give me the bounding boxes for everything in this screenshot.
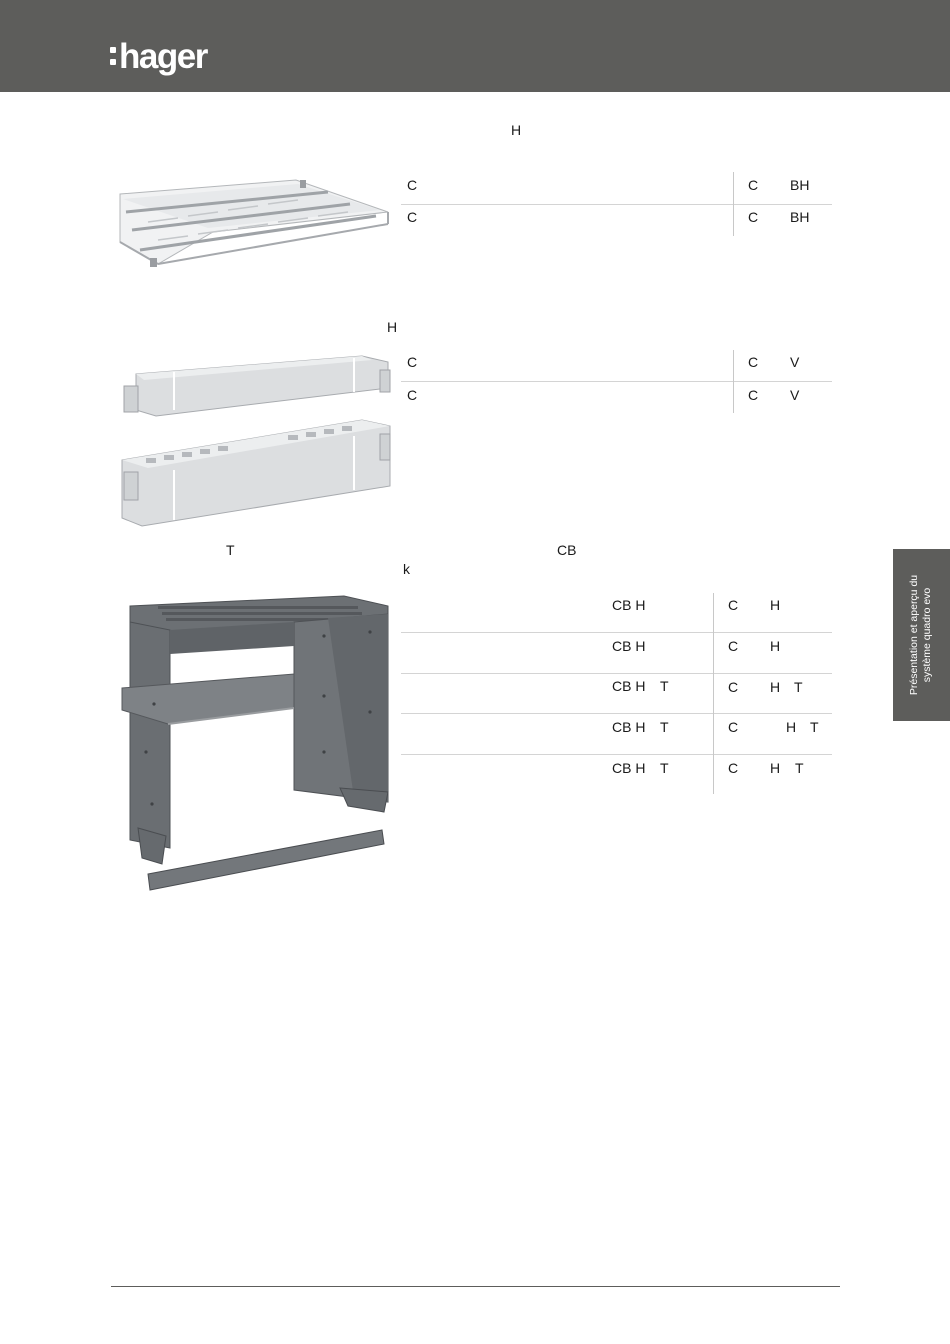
section-2-row-2-col1: C <box>407 387 418 403</box>
section-3-title-part-2: CB <box>557 542 577 558</box>
section-2-row-divider <box>401 381 832 382</box>
logo-dots-icon <box>110 41 116 71</box>
section-3-row-4-col2b: H <box>786 719 797 735</box>
section-1-title: H <box>511 122 522 138</box>
brand-name: hager <box>119 36 207 76</box>
section-3-row-3-col2a: C <box>728 679 739 695</box>
section-3-row-5-col1b: T <box>660 760 669 776</box>
section-3-title-part-1: T <box>226 542 235 558</box>
section-3-row-4-col1a: CB H <box>612 719 646 735</box>
section-1-row-1-col2b: BH <box>790 177 810 193</box>
section-3-row-5-col2c: T <box>795 760 804 776</box>
section-1-row-1-col1: C <box>407 177 418 193</box>
page-header <box>0 0 950 92</box>
section-3-row-divider-4 <box>401 754 832 755</box>
section-3-row-1-col2b: H <box>770 597 781 613</box>
brand-logo <box>110 36 207 76</box>
side-tab-line-1: Présentation et aperçu du <box>908 574 920 696</box>
section-2-row-1-col1: C <box>407 354 418 370</box>
section-2-row-2-col2b: V <box>790 387 800 403</box>
section-3-row-4-col1b: T <box>660 719 669 735</box>
section-3-row-divider-2 <box>401 673 832 674</box>
section-1-row-1-col2a: C <box>748 177 759 193</box>
footer-rule <box>111 1286 840 1287</box>
section-3-row-divider-3 <box>401 713 832 714</box>
section-3-title-part-3: k <box>403 561 410 577</box>
section-1-product-image <box>118 172 396 272</box>
section-3-row-4-col2c: T <box>810 719 819 735</box>
section-3-row-2-col2a: C <box>728 638 739 654</box>
section-3-row-4-col2a: C <box>728 719 739 735</box>
section-3-row-1-col1a: CB H <box>612 597 646 613</box>
section-3-row-3-col2c: T <box>794 679 803 695</box>
section-3-row-5-col2a: C <box>728 760 739 776</box>
section-2-row-1-col2b: V <box>790 354 800 370</box>
section-1-column-divider <box>733 172 734 236</box>
section-3-row-2-col2b: H <box>770 638 781 654</box>
side-tab-text <box>908 575 934 695</box>
section-1-row-divider <box>401 204 832 205</box>
section-3-row-3-col1b: T <box>660 678 669 694</box>
section-3-column-divider <box>713 593 714 794</box>
section-3-row-3-col1a: CB H <box>612 678 646 694</box>
section-2-column-divider <box>733 350 734 413</box>
section-3-row-2-col1a: CB H <box>612 638 646 654</box>
side-section-tab <box>893 549 950 721</box>
section-1-row-2-col2a: C <box>748 209 759 225</box>
side-tab-line-2: système quadro evo <box>921 587 933 683</box>
section-3-row-divider-1 <box>401 632 832 633</box>
section-3-row-1-col2a: C <box>728 597 739 613</box>
section-3-product-image <box>118 592 396 898</box>
section-3-row-3-col2b: H <box>770 679 781 695</box>
section-2-product-image <box>118 352 396 530</box>
section-1-row-2-col2b: BH <box>790 209 810 225</box>
section-2-row-2-col2a: C <box>748 387 759 403</box>
section-1-row-2-col1: C <box>407 209 418 225</box>
section-3-row-5-col1a: CB H <box>612 760 646 776</box>
section-2-title: H <box>387 319 398 335</box>
section-3-row-5-col2b: H <box>770 760 781 776</box>
section-2-row-1-col2a: C <box>748 354 759 370</box>
